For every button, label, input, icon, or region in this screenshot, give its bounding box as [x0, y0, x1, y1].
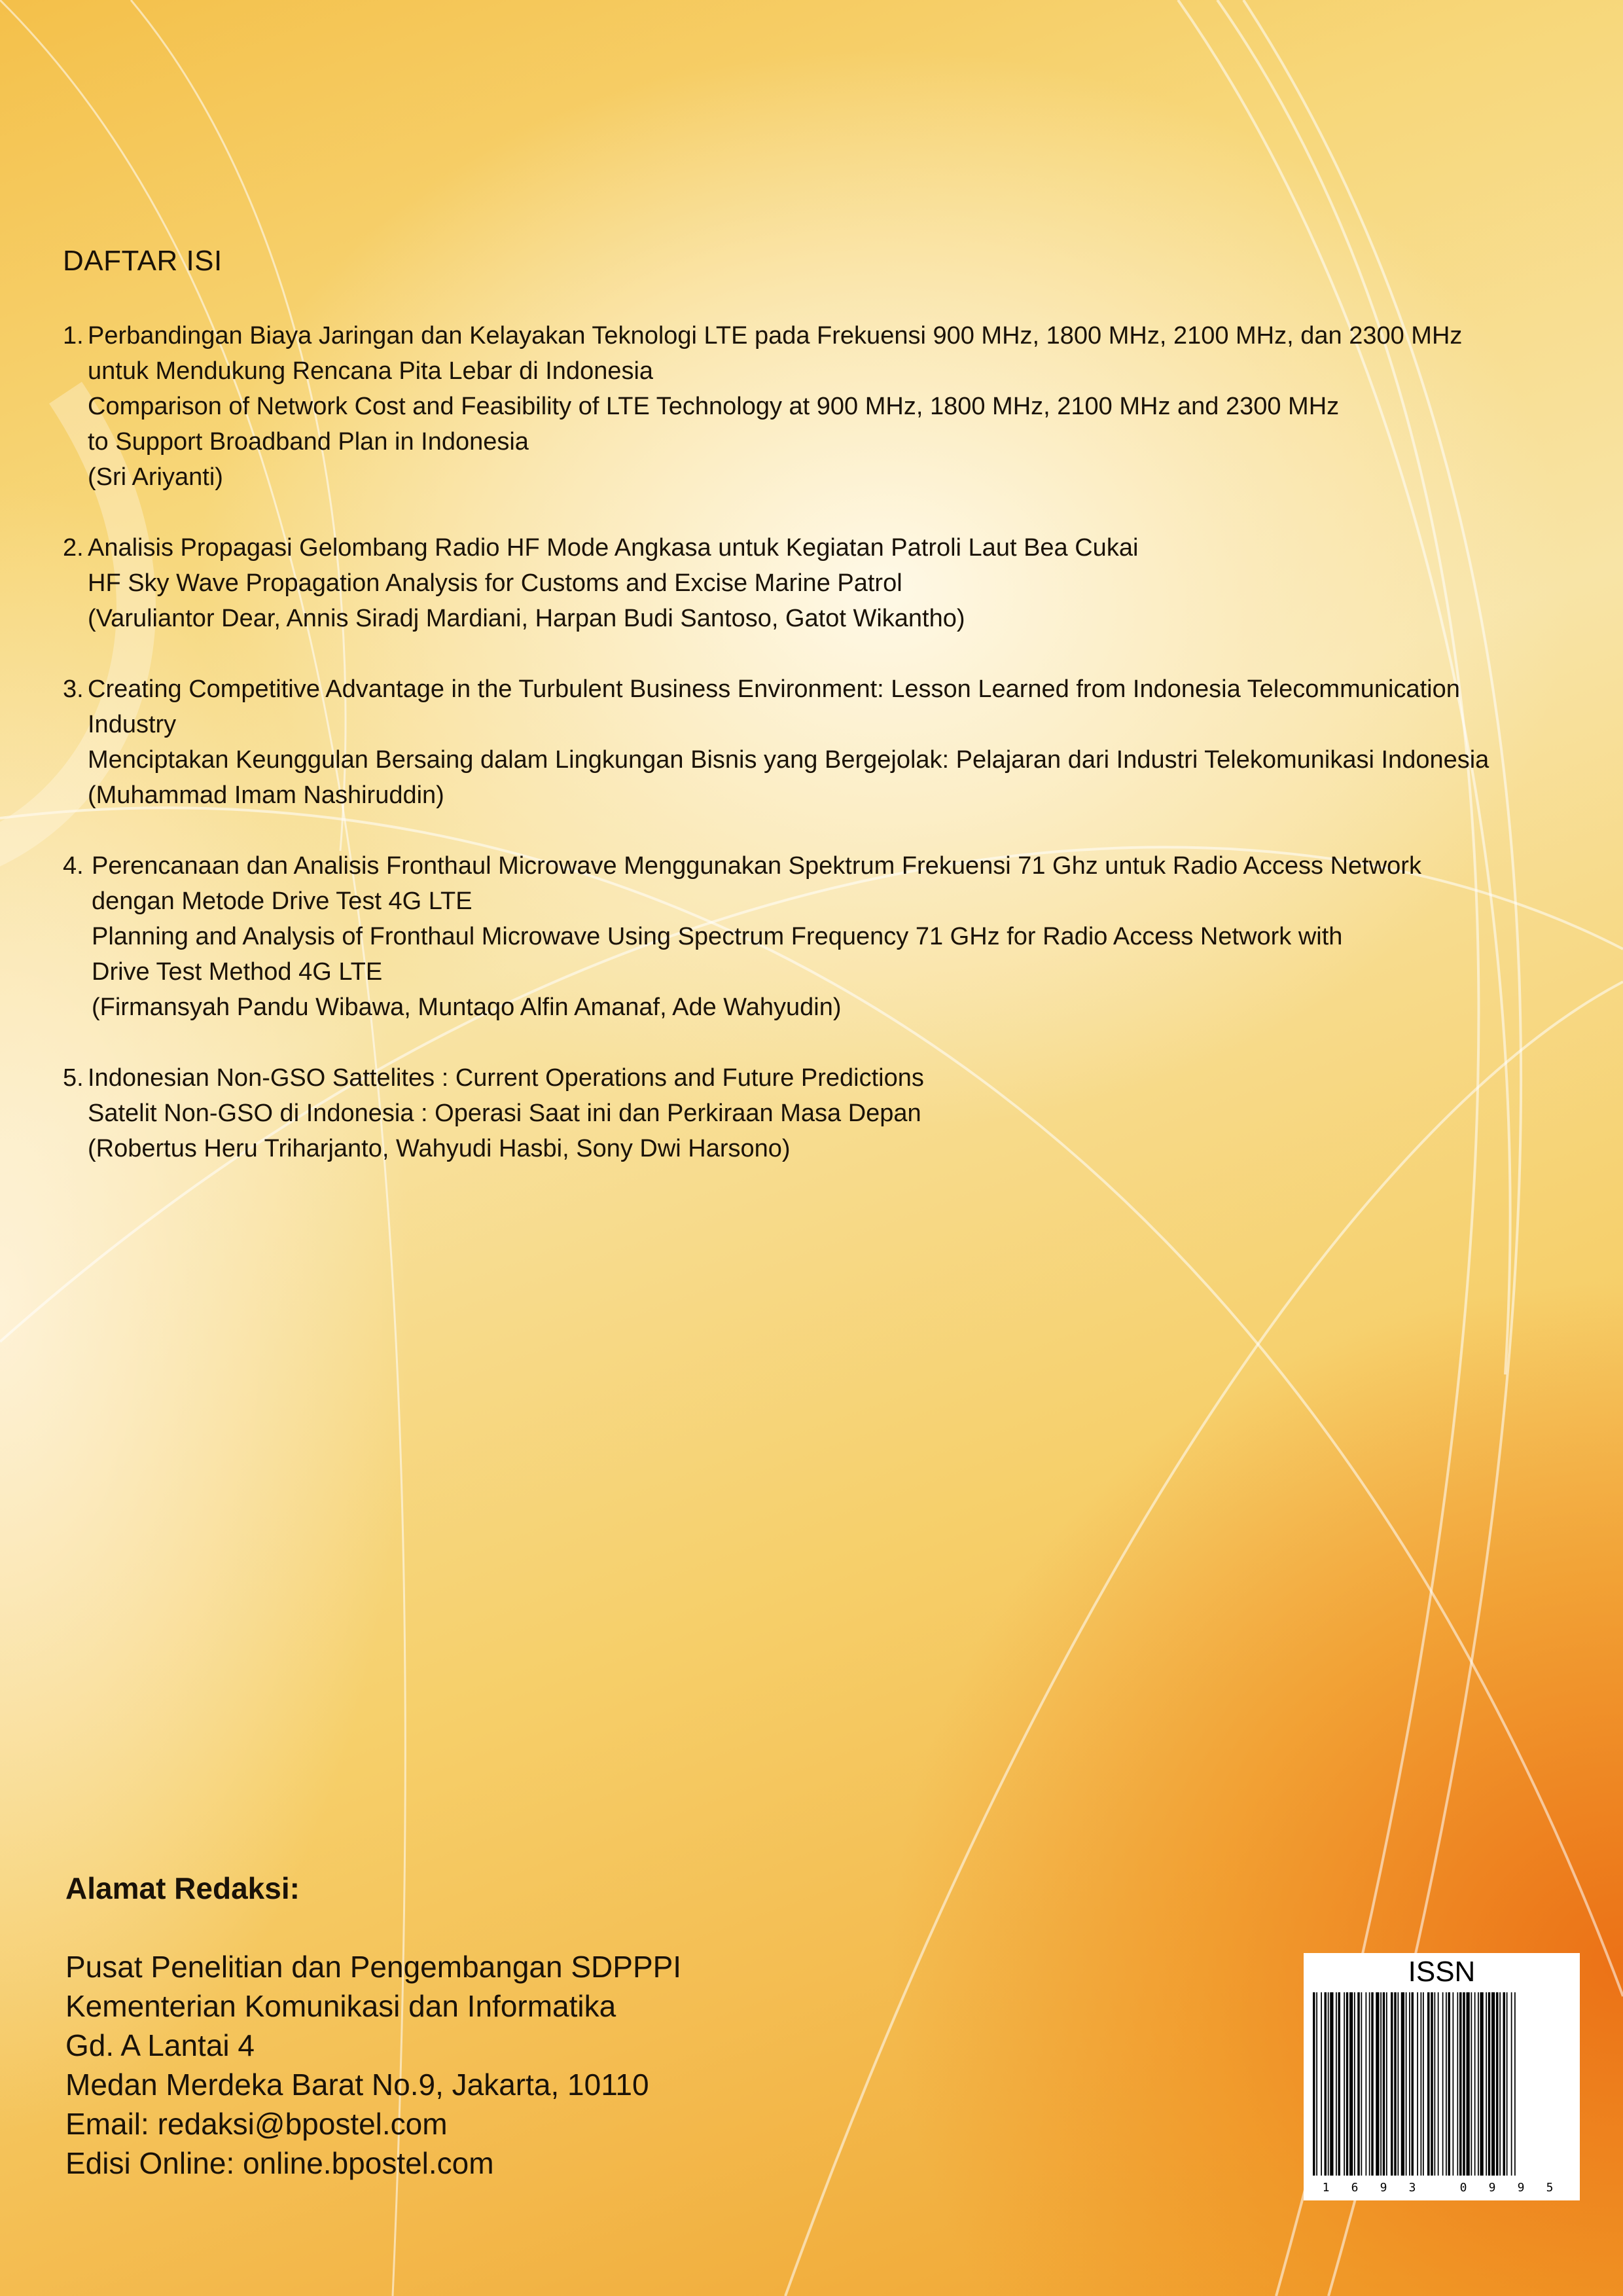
barcode-bar [1398, 1992, 1399, 2176]
toc-item-title-en: to Support Broadband Plan in Indonesia [88, 428, 529, 456]
toc-item-number: 4. [63, 852, 84, 880]
barcode-bar [1409, 1992, 1410, 2176]
barcode-bar [1391, 1992, 1393, 2176]
barcode-digit: 1 [1322, 2181, 1330, 2195]
barcode-bar [1499, 1992, 1501, 2176]
online-edition-line: Edisi Online: online.bpostel.com [65, 2146, 494, 2180]
barcode-bar [1417, 1992, 1418, 2176]
barcode-bar [1386, 1992, 1387, 2176]
barcode-digit: 9 [1517, 2181, 1525, 2195]
barcode-digit: 5 [1546, 2181, 1554, 2195]
toc-item-title-id: Analisis Propagasi Gelombang Radio HF Mode Angkasa untuk Kegiatan Patroli Laut Bea Cukai [88, 534, 1139, 562]
toc-item-title-en: Creating Competitive Advantage in the Turbulent Business Environment: Lesson Learned from Indonesia Telecommunication [88, 675, 1460, 703]
barcode-bar [1459, 1992, 1462, 2176]
toc-item [63, 848, 1568, 1025]
barcode-bar [1371, 1992, 1374, 2176]
barcode-bar [1448, 1992, 1451, 2176]
barcode-bar [1474, 1992, 1476, 2176]
address-line: Pusat Penelitian dan Pengembangan SDPPPI [65, 1950, 682, 1984]
barcode-bar [1328, 1992, 1329, 2176]
barcode-bar [1486, 1992, 1487, 2176]
barcode-bar [1406, 1992, 1407, 2176]
toc-item-authors: (Varuliantor Dear, Annis Siradj Mardiani, Harpan Budi Santoso, Gatot Wikantho) [88, 605, 965, 632]
barcode-bar [1467, 1992, 1470, 2176]
barcode-bar [1503, 1992, 1506, 2176]
barcode-digit: 0 [1459, 2181, 1467, 2195]
barcode-bar [1330, 1992, 1333, 2176]
toc-item-title-id: dengan Metode Drive Test 4G LTE [92, 888, 473, 915]
barcode-bar [1453, 1992, 1454, 2176]
barcode-digit: 3 [1408, 2181, 1416, 2195]
issn-label: ISSN [1408, 1956, 1476, 1988]
toc-item [63, 530, 1568, 636]
toc-item-title-en: Industry [88, 711, 177, 738]
barcode-bar [1435, 1992, 1436, 2176]
toc-item-number: 2. [63, 534, 84, 562]
barcode-bar [1338, 1992, 1341, 2176]
barcode-bar [1496, 1992, 1499, 2176]
toc-item-number: 1. [63, 322, 84, 350]
barcode-bar [1313, 1992, 1315, 2176]
toc-item-body [92, 848, 1568, 1025]
toc-item-title-en: Indonesian Non-GSO Sattelites : Current Operations and Future Predictions [88, 1064, 924, 1092]
barcode-bar [1349, 1992, 1353, 2176]
barcode-bar [1457, 1992, 1459, 2176]
barcode [1311, 1992, 1572, 2197]
barcode-bar [1442, 1992, 1444, 2176]
barcode-bar [1394, 1992, 1397, 2176]
address-line: Kementerian Komunikasi dan Informatika [65, 1989, 616, 2023]
barcode-bar [1376, 1992, 1379, 2176]
barcode-bar [1514, 1992, 1516, 2176]
barcode-bar [1471, 1992, 1472, 2176]
barcode-bar [1325, 1992, 1327, 2176]
toc-title: DAFTAR ISI [63, 245, 223, 277]
toc-item-title-id: Satelit Non-GSO di Indonesia : Operasi Saat ini dan Perkiraan Masa Depan [88, 1100, 921, 1127]
toc-item-authors: (Robertus Heru Triharjanto, Wahyudi Hasbi, Sony Dwi Harsono) [88, 1135, 791, 1162]
barcode-bar [1446, 1992, 1447, 2176]
toc-item-title-en: Drive Test Method 4G LTE [92, 958, 383, 986]
toc-item-title-id: Perbandingan Biaya Jaringan dan Kelayakan Teknologi LTE pada Frekuensi 900 MHz, 1800 MHz, 2100 MHz, dan 2300 MHz [88, 322, 1463, 350]
toc-item-body [88, 530, 1568, 636]
toc-item [63, 1060, 1568, 1166]
address-title: Alamat Redaksi: [65, 1871, 300, 1905]
barcode-digit: 9 [1380, 2181, 1387, 2195]
toc-item-title-en: HF Sky Wave Propagation Analysis for Customs and Excise Marine Patrol [88, 569, 902, 597]
barcode-bar [1423, 1992, 1424, 2176]
barcode-bar [1336, 1992, 1337, 2176]
barcode-bar [1507, 1992, 1508, 2176]
toc-item-title-id: untuk Mendukung Rencana Pita Lebar di Indonesia [88, 357, 654, 385]
toc-item-authors: (Muhammad Imam Nashiruddin) [88, 781, 444, 809]
barcode-bar [1431, 1992, 1433, 2176]
barcode-bar [1427, 1992, 1430, 2176]
barcode-bar [1321, 1992, 1322, 2176]
toc-item-body [88, 672, 1568, 813]
barcode-bar [1366, 1992, 1367, 2176]
barcode-bar [1478, 1992, 1479, 2176]
barcode-digit: 9 [1488, 2181, 1496, 2195]
toc-item-title-id: Menciptakan Keunggulan Bersaing dalam Lingkungan Bisnis yang Bergejolak: Pelajaran dari Industri Telekomunikasi Indonesia [88, 746, 1489, 774]
toc-item-number: 3. [63, 675, 84, 703]
barcode-bar [1361, 1992, 1363, 2176]
toc-item [63, 672, 1568, 813]
barcode-bar [1346, 1992, 1349, 2176]
address-line: Medan Merdeka Barat No.9, Jakarta, 10110 [65, 2068, 649, 2102]
barcode-bar [1401, 1992, 1404, 2176]
toc-item-title-en: Planning and Analysis of Fronthaul Microwave Using Spectrum Frequency 71 GHz for Radio Access Network with [92, 923, 1343, 950]
toc-item-title-en: Comparison of Network Cost and Feasibility of LTE Technology at 900 MHz, 1800 MHz, 2100 MHz and 2300 MHz [88, 393, 1340, 420]
toc-item-authors: (Sri Ariyanti) [88, 463, 223, 491]
barcode-bar [1412, 1992, 1414, 2176]
toc-item-body [88, 318, 1568, 495]
address-line: Gd. A Lantai 4 [65, 2028, 255, 2062]
toc-item-body [88, 1060, 1568, 1166]
barcode-bar [1344, 1992, 1345, 2176]
email-line: Email: redaksi@bpostel.com [65, 2107, 448, 2141]
barcode-bar [1357, 1992, 1360, 2176]
barcode-bar [1511, 1992, 1512, 2176]
toc-item-authors: (Firmansyah Pandu Wibawa, Muntaqo Alfin Amanaf, Ade Wahyudin) [92, 994, 842, 1021]
issn-barcode-box [1304, 1953, 1580, 2200]
editorial-address [65, 1869, 681, 2183]
barcode-bar [1354, 1992, 1355, 2176]
barcode-bar [1438, 1992, 1439, 2176]
table-of-contents [63, 243, 1568, 1202]
barcode-bar [1380, 1992, 1382, 2176]
toc-item-title-id: Perencanaan dan Analisis Fronthaul Microwave Menggunakan Spektrum Frekuensi 71 Ghz untuk Radio Access Network [92, 852, 1421, 880]
barcode-bar [1480, 1992, 1484, 2176]
barcode-bar [1369, 1992, 1370, 2176]
toc-item [63, 318, 1568, 495]
barcode-bar [1488, 1992, 1491, 2176]
barcode-bar [1383, 1992, 1385, 2176]
barcode-digit: 6 [1351, 2181, 1359, 2195]
barcode-bar [1463, 1992, 1465, 2176]
barcode-bar [1316, 1992, 1317, 2176]
barcode-bar [1491, 1992, 1495, 2176]
barcode-bar [1421, 1992, 1422, 2176]
toc-item-number: 5. [63, 1064, 84, 1092]
